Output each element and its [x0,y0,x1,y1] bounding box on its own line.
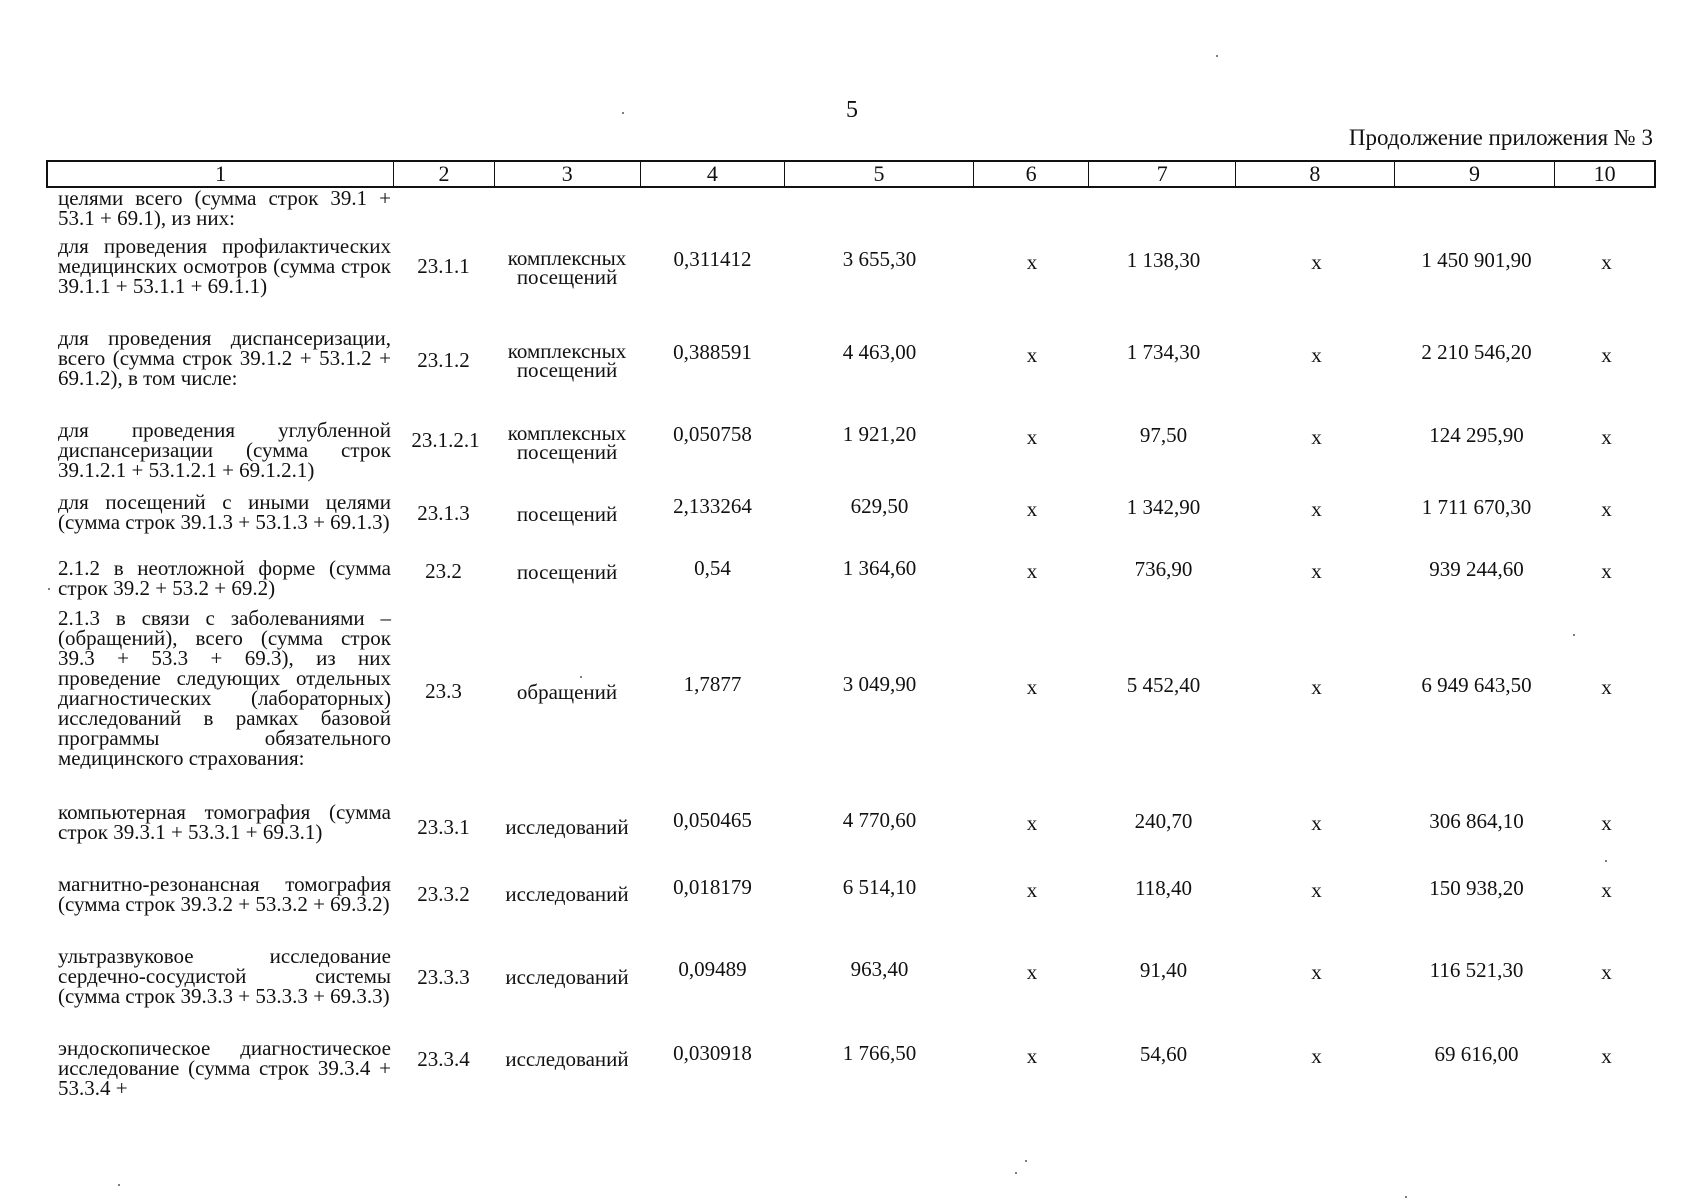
row-unit: исследований [505,882,629,906]
row-col10: х [1601,878,1612,902]
row-col5: 4 463,00 [842,340,917,364]
row-col8: х [1311,1044,1322,1068]
row-col5: 963,40 [850,957,909,981]
row-col4: 0,050758 [673,422,752,446]
row-col9: 939 244,60 [1429,557,1524,581]
row-col7: 97,50 [1139,423,1188,447]
row-col4: 0,050465 [673,808,752,832]
row-col6: х [1026,250,1038,274]
row-name: ультразвуковое исследование сердечно-сосудистой системы (сумма строк 39.3.3 + 53.3.3 + 69.3.3) [58,944,391,1008]
row-col7: 54,60 [1139,1042,1188,1066]
row-code: 23.3.1 [417,815,470,839]
row-code: 23.3 [425,679,462,703]
row-col6: х [1026,960,1038,984]
table-row [46,558,1656,608]
row-unit: обращений [516,680,618,704]
row-code: 23.1.3 [417,501,470,525]
row-unit: исследований [505,965,629,989]
row-col7: 240,70 [1134,809,1193,833]
table-row [46,188,1656,236]
row-col5: 1 921,20 [842,422,917,446]
row-col6: х [1026,1044,1038,1068]
table-body [46,188,1656,1108]
row-unit: исследований [505,1047,629,1071]
row-col9: 150 938,20 [1429,876,1524,900]
row-col4: 0,030918 [673,1041,752,1065]
row-name: магнитно-резонансная томография (сумма строк 39.3.2 + 53.3.2 + 69.3.2) [58,872,391,916]
row-col9: 6 949 643,50 [1421,673,1532,697]
table-row [46,874,1656,946]
scan-speck [1216,55,1218,57]
row-unit: исследований [505,815,629,839]
row-col7: 1 734,30 [1126,340,1201,364]
table-row [46,802,1656,874]
row-unit: комплексных посещений [507,339,627,382]
scan-speck [1405,1196,1407,1198]
row-col4: 0,018179 [673,875,752,899]
row-col6: х [1026,878,1038,902]
row-col10: х [1601,1044,1612,1068]
header-col-6: 6 [974,162,1090,186]
header-col-7: 7 [1089,162,1236,186]
row-name: 2.1.2 в неотложной форме (сумма строк 39.2 + 53.2 + 69.2) [58,556,391,600]
continuation-label: Продолжение приложения № 3 [1348,125,1653,150]
row-name: эндоскопическое диагностическое исследование (сумма строк 39.3.4 + 53.3.4 + [58,1036,391,1100]
row-col6: х [1026,497,1038,521]
page-number: 5 [846,97,858,123]
scan-speck [1025,1160,1027,1162]
header-col-4: 4 [641,162,786,186]
table-row [46,946,1656,1038]
row-col10: х [1601,425,1612,449]
header-col-2: 2 [394,162,495,186]
row-col6: х [1026,559,1038,583]
row-col6: х [1026,425,1038,449]
row-col4: 0,388591 [673,340,752,364]
row-code: 23.3.4 [417,1047,470,1071]
row-col4: 2,133264 [673,494,752,518]
row-name: 2.1.3 в связи с заболеваниями – (обращений), всего (сумма строк 39.3 + 53.3 + 69.3), из них проведение следующих отдельных диагностических (лабораторных) исследований в рамках базовой программы обязательного медицинского страхования: [58,606,391,770]
row-col6: х [1026,343,1038,367]
row-col7: 736,90 [1134,557,1193,581]
row-col5: 6 514,10 [842,875,917,899]
row-col9: 124 295,90 [1429,423,1524,447]
row-col9: 306 864,10 [1429,809,1524,833]
table-row [46,420,1656,492]
row-col7: 91,40 [1139,958,1188,982]
row-col5: 4 770,60 [842,808,917,832]
table-row [46,1038,1656,1108]
row-unit: посещений [516,502,618,526]
row-col10: х [1601,250,1612,274]
header-col-1: 1 [48,162,394,186]
row-col9: 1 450 901,90 [1421,248,1532,272]
row-name: целями всего (сумма строк 39.1 + 53.1 + 69.1), из них: [58,186,391,230]
row-col5: 629,50 [850,494,909,518]
row-col4: 1,7877 [683,672,742,696]
row-col4: 0,09489 [678,957,747,981]
row-name: компьютерная томография (сумма строк 39.3.1 + 53.3.1 + 69.3.1) [58,800,391,844]
table-row [46,608,1656,802]
row-col9: 2 210 546,20 [1421,340,1532,364]
row-col8: х [1311,343,1322,367]
row-col10: х [1601,960,1612,984]
row-col7: 1 138,30 [1126,248,1201,272]
row-col8: х [1311,250,1322,274]
row-col10: х [1601,675,1612,699]
row-col8: х [1311,675,1322,699]
row-col10: х [1601,559,1612,583]
table-header-row [46,160,1656,188]
row-col4: 0,54 [694,556,731,580]
row-col9: 69 616,00 [1434,1042,1519,1066]
row-code: 23.3.3 [417,965,470,989]
row-col7: 1 342,90 [1126,495,1201,519]
row-col6: х [1026,675,1038,699]
row-col8: х [1311,497,1322,521]
row-code: 23.1.2 [417,348,470,372]
table-row [46,328,1656,420]
row-code: 23.3.2 [417,882,470,906]
row-col7: 118,40 [1135,876,1192,900]
scan-speck [1015,1172,1017,1174]
row-col5: 3 655,30 [842,247,917,271]
row-col10: х [1601,343,1612,367]
row-name: для проведения профилактических медицинских осмотров (сумма строк 39.1.1 + 53.1.1 + 69.1.1) [58,234,391,298]
row-col7: 5 452,40 [1126,673,1201,697]
scan-speck [1605,860,1607,862]
header-col-10: 10 [1593,161,1616,186]
header-col-9: 9 [1395,162,1556,186]
scan-speck [580,676,582,678]
row-col6: х [1026,811,1038,835]
scan-speck [1573,634,1575,636]
scan-speck [118,1184,120,1186]
row-unit: комплексных посещений [507,421,627,464]
header-col-3: 3 [495,162,641,186]
row-col8: х [1311,960,1322,984]
row-col8: х [1311,811,1322,835]
row-col4: 0,311412 [673,247,752,271]
row-col9: 116 521,30 [1429,958,1524,982]
header-col-8: 8 [1236,162,1395,186]
row-name: для посещений с иными целями (сумма строк 39.1.3 + 53.1.3 + 69.1.3) [58,490,391,534]
row-code: 23.1.2.1 [411,428,480,452]
row-col8: х [1311,425,1322,449]
row-col10: х [1601,811,1612,835]
table-row [46,492,1656,558]
scan-speck [622,112,624,114]
row-col5: 3 049,90 [842,672,917,696]
row-col8: х [1311,559,1322,583]
row-unit: комплексных посещений [507,246,627,289]
row-name: для проведения диспансеризации, всего (сумма строк 39.1.2 + 53.1.2 + 69.1.2), в том числе: [58,326,391,390]
row-col8: х [1311,878,1322,902]
row-col10: х [1601,497,1612,521]
row-col9: 1 711 670,30 [1421,495,1532,519]
header-col-5: 5 [785,162,974,186]
row-col5: 1 766,50 [842,1041,917,1065]
row-name: для проведения углубленной диспансеризации (сумма строк 39.1.2.1 + 53.1.2.1 + 69.1.2.1) [58,418,391,482]
row-unit: посещений [516,560,618,584]
row-code: 23.2 [425,559,462,583]
row-col5: 1 364,60 [842,556,917,580]
row-code: 23.1.1 [417,254,470,278]
scan-speck [48,588,50,590]
table-row [46,236,1656,328]
